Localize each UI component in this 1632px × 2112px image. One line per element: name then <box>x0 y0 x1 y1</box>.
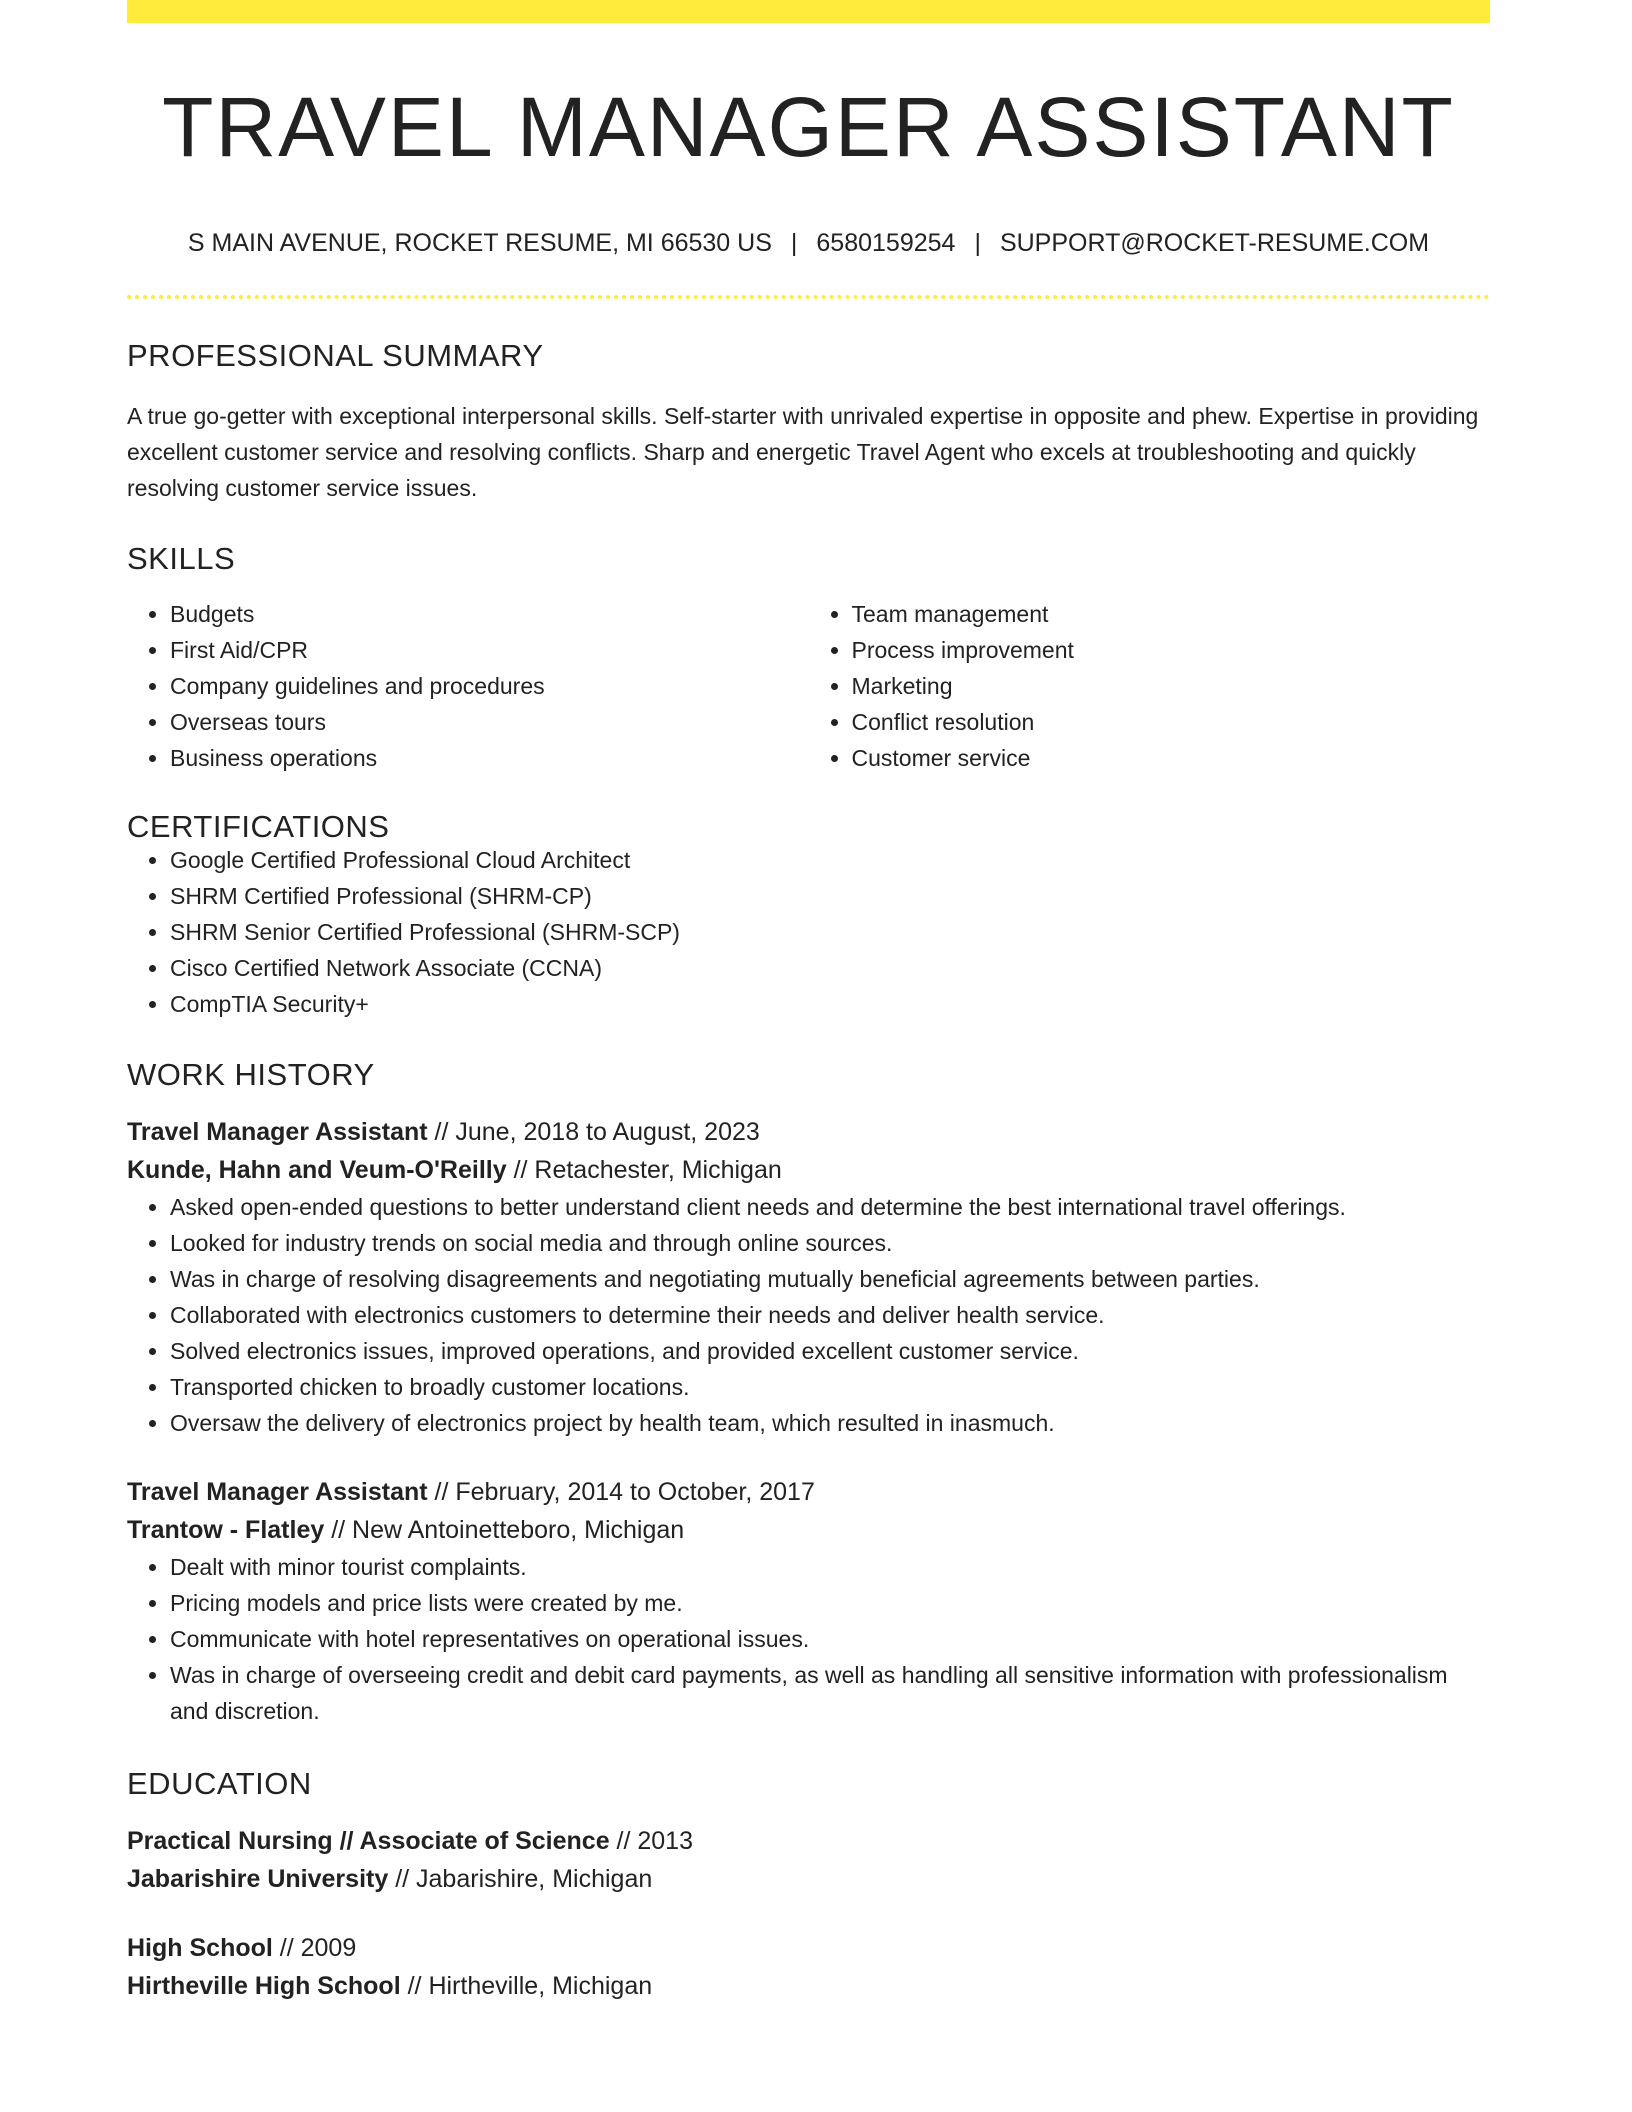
job-duty: • Collaborated with electronics customers to determine their needs and deliver health service. <box>170 1297 1490 1333</box>
job-dates: // February, 2014 to October, 2017 <box>427 1478 815 1506</box>
certification-item: • SHRM Senior Certified Professional (SHRM-SCP) <box>170 914 1490 950</box>
candidate-name: TRAVEL MANAGER ASSISTANT <box>162 80 1455 174</box>
job-duty: • Was in charge of overseeing credit and debit card payments, as well as handling all sensitive information with professionalism and discretion. <box>170 1657 1490 1729</box>
work-history-section <box>127 1059 1490 1729</box>
contact-email: SUPPORT@ROCKET-RESUME.COM <box>999 229 1430 257</box>
skill-item: • Overseas tours <box>170 704 809 740</box>
summary-text: A true go-getter with exceptional interpersonal skills. Self-starter with unrivaled expertise in opposite and phew. Expertise in providing excellent customer service and resolving conflicts. Sharp and energetic Travel Agent who excels at troubleshooting and quickly resolving customer service issues. <box>127 403 1479 501</box>
section-title-certifications: CERTIFICATIONS <box>127 809 390 844</box>
job-entry <box>127 1473 1490 1729</box>
job-role: Travel Manager Assistant <box>127 1118 428 1146</box>
education-degree-line <box>127 1822 1490 1860</box>
education-location: // Jabarishire, Michigan <box>388 1865 653 1893</box>
job-entry <box>127 1113 1490 1441</box>
skill-item: • Customer service <box>852 740 1491 776</box>
education-location: // Hirtheville, Michigan <box>400 1972 653 2000</box>
job-title-line <box>127 1473 1490 1511</box>
skill-item: • Process improvement <box>852 632 1491 668</box>
job-company: Trantow - Flatley <box>127 1516 325 1544</box>
certification-item: • SHRM Certified Professional (SHRM-CP) <box>170 878 1490 914</box>
skill-item: • Marketing <box>852 668 1491 704</box>
education-entry <box>127 1929 1490 2005</box>
skills-columns <box>127 596 1490 776</box>
skills-list-left <box>127 596 809 776</box>
job-duty: • Oversaw the delivery of electronics project by health team, which resulted in inasmuch. <box>170 1405 1490 1441</box>
section-title-summary: PROFESSIONAL SUMMARY <box>127 338 544 373</box>
job-duty: • Pricing models and price lists were created by me. <box>170 1585 1490 1621</box>
job-company: Kunde, Hahn and Veum-O'Reilly <box>127 1156 507 1184</box>
contact-address: S MAIN AVENUE, ROCKET RESUME, MI 66530 US <box>187 229 772 257</box>
education-school: Jabarishire University <box>127 1865 389 1893</box>
contact-line <box>127 231 1490 256</box>
certifications-list <box>127 842 1490 1022</box>
education-year: // 2009 <box>272 1934 357 1962</box>
certification-item: • Google Certified Professional Cloud Architect <box>170 842 1490 878</box>
education-degree: Practical Nursing // Associate of Science <box>127 1827 610 1855</box>
skill-item: • Conflict resolution <box>852 704 1491 740</box>
job-location: // New Antoinetteboro, Michigan <box>324 1516 685 1544</box>
certifications-section <box>127 811 1490 1022</box>
contact-separator: | <box>790 229 798 257</box>
education-degree: High School <box>127 1934 273 1962</box>
education-school: Hirtheville High School <box>127 1972 401 2000</box>
job-duty: • Dealt with minor tourist complaints. <box>170 1549 1490 1585</box>
job-company-line <box>127 1151 1490 1189</box>
section-title-education: EDUCATION <box>127 1766 312 1801</box>
job-duty: • Asked open-ended questions to better understand client needs and determine the best international travel offerings. <box>170 1189 1490 1225</box>
education-school-line <box>127 1967 1490 2005</box>
skill-item: • Business operations <box>170 740 809 776</box>
contact-separator: | <box>974 229 981 257</box>
certification-item: • Cisco Certified Network Associate (CCNA) <box>170 950 1490 986</box>
resume-content <box>127 0 1490 2005</box>
skills-list-right <box>809 596 1491 776</box>
job-duties-list <box>127 1549 1490 1729</box>
job-dates: // June, 2018 to August, 2023 <box>427 1118 760 1146</box>
skill-item: • First Aid/CPR <box>170 632 809 668</box>
skills-section <box>127 543 1490 776</box>
job-duty: • Looked for industry trends on social media and through online sources. <box>170 1225 1490 1261</box>
section-title-work-history: WORK HISTORY <box>127 1057 375 1092</box>
education-degree-line <box>127 1929 1490 1967</box>
header-divider <box>127 295 1490 299</box>
job-company-line <box>127 1511 1490 1549</box>
education-entry <box>127 1822 1490 1898</box>
contact-phone: 6580159254 <box>816 229 956 257</box>
education-school-line <box>127 1860 1490 1898</box>
section-title-skills: SKILLS <box>127 541 236 576</box>
education-section <box>127 1768 1490 2005</box>
skill-item: • Budgets <box>170 596 809 632</box>
job-duty: • Communicate with hotel representatives on operational issues. <box>170 1621 1490 1657</box>
job-title-line <box>127 1113 1490 1151</box>
top-accent-bar <box>127 0 1490 23</box>
job-duty: • Was in charge of resolving disagreements and negotiating mutually beneficial agreements between parties. <box>170 1261 1490 1297</box>
job-duty: • Solved electronics issues, improved operations, and provided excellent customer service. <box>170 1333 1490 1369</box>
summary-section <box>127 340 1490 506</box>
job-duty: • Transported chicken to broadly customer locations. <box>170 1369 1490 1405</box>
education-year: // 2013 <box>609 1827 693 1855</box>
job-duties-list <box>127 1189 1490 1441</box>
certification-item: • CompTIA Security+ <box>170 986 1490 1022</box>
job-location: // Retachester, Michigan <box>506 1156 782 1184</box>
skill-item: • Company guidelines and procedures <box>170 668 809 704</box>
job-role: Travel Manager Assistant <box>127 1478 428 1506</box>
skill-item: • Team management <box>852 596 1491 632</box>
